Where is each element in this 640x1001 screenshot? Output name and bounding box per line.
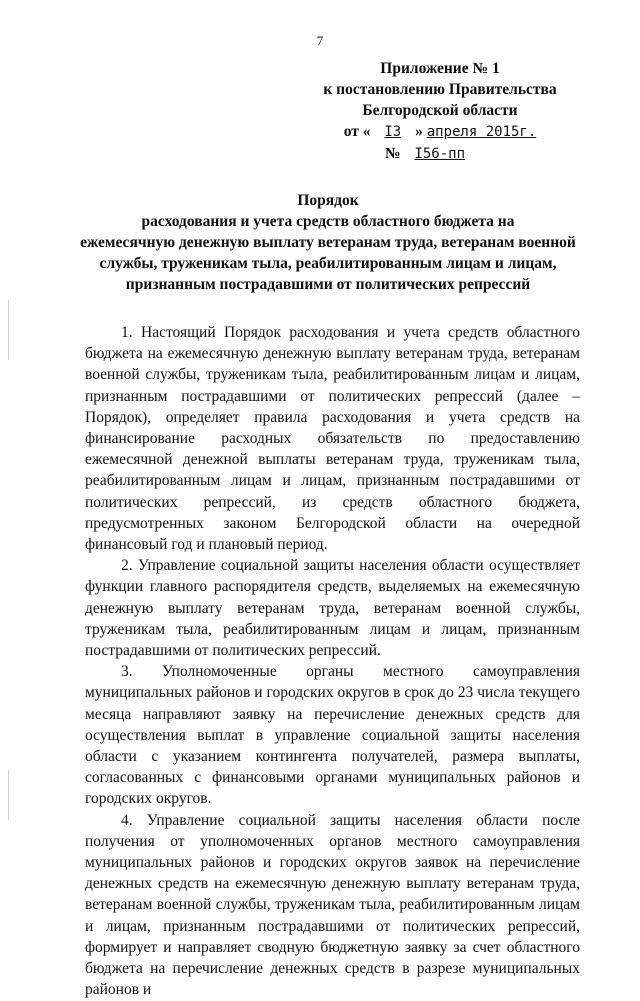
- appendix-number: [300, 143, 580, 165]
- appendix-resolution: к постановлению Правительства: [323, 81, 557, 98]
- scan-margin-mark-top: [8, 300, 9, 360]
- title-line-2: расходования и учета средств областного бюджета на: [141, 213, 515, 230]
- document-title: [70, 190, 586, 295]
- number-value: I56-пп: [414, 146, 466, 162]
- appendix-title: Приложение № 1: [380, 60, 500, 77]
- title-line-4: службы, труженикам тыла, реабилитированным лицам и лицам,: [99, 255, 557, 272]
- appendix-date: [300, 121, 580, 143]
- date-month-year: апреля 2015г.: [426, 124, 537, 140]
- paragraph-1: 1. Настоящий Порядок расходования и учета средств областного бюджета на ежемесячную денежную выплату ветеранам труда, ветеранам военной службы, труженикам тыла, реабилитированным лицам и лицам, признанным пострадавшими от политических репрессий (далее – Порядок), определяет правила расходования и учета средств на финансирование расходных обязательств по предоставлению ежемесячной денежной выплаты ветеранам труда, труженикам тыла, реабилитированным лицам и лицам, признанным пострадавшими от политических репрессий, из средств областного бюджета, предусмотренных законом Белгородской области на очередной финансовый год и плановый период.: [85, 324, 580, 554]
- title-line-1: Порядок: [297, 192, 359, 209]
- date-mid: »: [415, 123, 423, 140]
- page-number: 7: [316, 33, 324, 48]
- appendix-header: [300, 58, 580, 165]
- paragraph-3: 3. Уполномоченные органы местного самоуправления муниципальных районов и городских округов в срок до 23 числа текущего месяца направляют заявку на перечисление денежных средств для осуществления выплат в управление социальной защиты населения области с указанием контингента получателей, размера выплаты, согласованных с финансовыми органами муниципальных районов и городских округов.: [85, 663, 580, 808]
- title-line-3: ежемесячную денежную выплату ветеранам труда, ветеранам военной: [80, 234, 576, 251]
- appendix-region: Белгородской области: [362, 102, 518, 119]
- paragraph-4: 4. Управление социальной защиты населения области после получения от уполномоченных органов местного самоуправления муниципальных районов и городских округов заявок на перечисление денежных средств на ежемесячную денежную выплату ветеранам труда, ветеранам военной службы, труженикам тыла, реабилитированным лицам и лицам, признанным пострадавшими от политических репрессий, формирует и направляет сводную бюджетную заявку за счет областного бюджета на перечисление денежных средств в разрезе муниципальных районов и: [85, 811, 580, 999]
- title-line-5: признанным пострадавшими от политических репрессий: [125, 276, 531, 293]
- document-body: [85, 322, 580, 1001]
- scan-margin-mark-bottom: [8, 770, 9, 820]
- date-prefix: от «: [343, 123, 371, 140]
- number-prefix: №: [384, 145, 401, 162]
- date-day: I3: [384, 124, 402, 140]
- paragraph-2: 2. Управление социальной защиты населения области осуществляет функции главного распорядителя средств, выделяемых на ежемесячную денежную выплату ветеранам труда, ветеранам военной службы, труженикам тыла, реабилитированным лицам и лицам, признанным пострадавшими от политических репрессий.: [85, 557, 580, 660]
